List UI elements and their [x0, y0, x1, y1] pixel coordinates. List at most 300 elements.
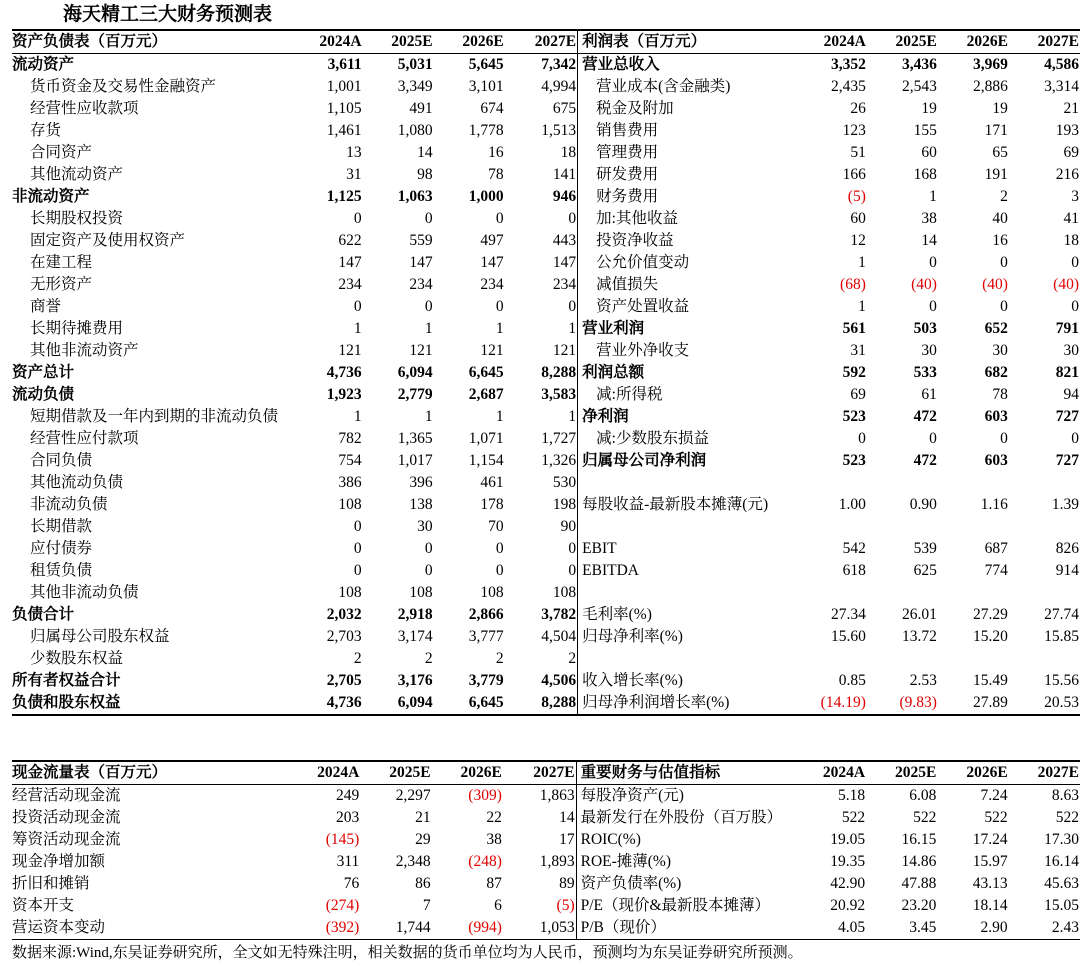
value-cell: 138 — [409, 496, 433, 513]
year-header: 2025E — [360, 761, 431, 785]
value-cell: 6,094 — [397, 364, 433, 381]
value-cell: 0 — [353, 298, 362, 315]
row-label: 净利润 — [582, 408, 629, 425]
value-cell: 15.20 — [973, 628, 1008, 645]
value-cell: 1 — [424, 320, 433, 337]
value-cell: 687 — [984, 540, 1008, 557]
value-cell: 2 — [1000, 188, 1008, 205]
value-cell: 31 — [346, 166, 362, 183]
value-cell: 89 — [503, 873, 576, 895]
row-label: 营业外净收支 — [596, 342, 690, 359]
value-cell: 1.16 — [980, 496, 1008, 513]
value-cell: 1.00 — [838, 496, 866, 513]
value-cell: 622 — [338, 232, 362, 249]
row-label: 利润总额 — [582, 364, 645, 381]
value-cell: 30 — [417, 518, 433, 535]
value-cell: 6,094 — [363, 692, 434, 715]
value-cell: 561 — [842, 320, 866, 337]
value-cell: 13 — [346, 144, 362, 161]
value-cell: 1,744 — [360, 917, 431, 940]
value-cell: 0 — [1071, 298, 1079, 315]
year-header: 2026E — [937, 761, 1008, 785]
value-cell: (145) — [325, 831, 360, 848]
table-row — [12, 340, 1080, 362]
table-row — [12, 785, 1080, 808]
value-cell: 2 — [424, 650, 433, 667]
value-cell: 38 — [486, 831, 502, 848]
row-label: 经营性应收款项 — [30, 100, 139, 117]
value-cell: 17 — [503, 829, 576, 851]
value-cell: 234 — [338, 276, 362, 293]
value-cell: 8,288 — [505, 692, 578, 715]
value-cell: 193 — [1055, 122, 1079, 139]
value-cell: 18 — [1063, 232, 1079, 249]
value-cell: 30 — [1063, 342, 1079, 359]
row-label: 管理费用 — [596, 144, 659, 161]
value-cell: 61 — [921, 386, 937, 403]
table-row — [12, 472, 1080, 494]
table-row — [12, 516, 1080, 538]
value-cell: 18 — [505, 142, 578, 164]
value-cell: 15.56 — [1044, 672, 1079, 689]
value-cell: 234 — [409, 276, 433, 293]
value-cell: 618 — [842, 562, 866, 579]
cashflow-valuation-table — [12, 760, 1080, 940]
row-label — [578, 582, 799, 604]
year-header: 2025E — [866, 761, 937, 785]
row-label: 经营活动现金流 — [12, 787, 121, 804]
value-cell: 3,349 — [397, 78, 433, 95]
value-cell: 121 — [338, 342, 362, 359]
value-cell: 0 — [858, 430, 866, 447]
row-label: ROIC(%) — [580, 831, 641, 848]
value-cell: 522 — [984, 809, 1008, 826]
value-cell: 0 — [424, 540, 433, 557]
value-cell: 45.63 — [1044, 875, 1079, 892]
value-cell: 69 — [850, 386, 866, 403]
value-cell: 1,326 — [505, 450, 578, 472]
value-cell: 497 — [480, 232, 504, 249]
value-cell: 17.24 — [972, 831, 1008, 848]
value-cell — [938, 582, 1009, 604]
row-label: 销售费用 — [596, 122, 659, 139]
value-cell: 522 — [1055, 809, 1079, 826]
value-cell: 16.14 — [1044, 853, 1079, 870]
value-cell: 1,000 — [468, 188, 504, 205]
value-cell: 23.20 — [901, 897, 937, 914]
value-cell: 3,314 — [1044, 78, 1079, 95]
value-cell: 168 — [913, 166, 937, 183]
value-cell: (40) — [911, 276, 937, 293]
value-cell: 27.89 — [938, 692, 1009, 715]
value-cell: 774 — [984, 562, 1008, 579]
value-cell: 13.72 — [902, 628, 937, 645]
value-cell: 2,918 — [397, 606, 433, 623]
value-cell: 5,031 — [397, 56, 433, 73]
value-cell: 121 — [505, 340, 578, 362]
row-label — [578, 648, 799, 670]
table-row — [12, 230, 1080, 252]
value-cell: 4,994 — [505, 76, 578, 98]
value-cell: (309) — [468, 787, 502, 804]
value-cell: 1,154 — [468, 452, 504, 469]
value-cell: (248) — [468, 853, 502, 870]
value-cell: 946 — [505, 186, 578, 208]
row-label: 公允价值变动 — [596, 254, 690, 271]
value-cell: 396 — [409, 474, 433, 491]
value-cell: 108 — [338, 496, 362, 513]
value-cell: 2,435 — [830, 78, 866, 95]
value-cell: 1,080 — [397, 122, 433, 139]
row-label: 毛利率(%) — [582, 606, 652, 623]
row-label: 减:所得税 — [596, 386, 663, 403]
value-cell: 1,778 — [468, 122, 504, 139]
row-label: 货币资金及交易性金融资产 — [30, 78, 217, 95]
cashflow-header: 现金流量表（百万元） — [12, 761, 289, 785]
value-cell: 40 — [992, 210, 1008, 227]
value-cell: 1 — [858, 298, 866, 315]
row-label: 营业利润 — [582, 320, 645, 337]
value-cell — [867, 472, 938, 494]
row-label: 每股收益-最新股本摊薄(元) — [582, 496, 769, 513]
table-row — [12, 450, 1080, 472]
value-cell: 6,645 — [434, 692, 505, 715]
row-label: 研发费用 — [596, 166, 659, 183]
table-header-row — [12, 761, 1080, 785]
value-cell: (14.19) — [799, 692, 867, 715]
row-label: 负债合计 — [12, 606, 75, 623]
value-cell: 27.29 — [973, 606, 1008, 623]
table-row — [12, 76, 1080, 98]
value-cell: 78 — [488, 166, 504, 183]
row-label: 其他非流动负债 — [30, 584, 139, 601]
value-cell: 533 — [913, 364, 937, 381]
value-cell: 1 — [858, 254, 866, 271]
value-cell: (994) — [432, 917, 503, 940]
value-cell: 19 — [992, 100, 1008, 117]
value-cell: (392) — [289, 917, 360, 940]
value-cell: 4,506 — [505, 670, 578, 692]
value-cell — [799, 516, 867, 538]
value-cell: 0 — [424, 562, 433, 579]
value-cell: 3 — [1071, 188, 1079, 205]
table-row — [12, 895, 1080, 917]
row-label: 财务费用 — [596, 188, 659, 205]
value-cell: 0 — [353, 210, 362, 227]
table-row — [12, 670, 1080, 692]
year-header: 2027E — [1009, 30, 1080, 54]
value-cell: 2,886 — [973, 78, 1008, 95]
value-cell: 6,645 — [468, 364, 504, 381]
value-cell: 7 — [422, 897, 431, 914]
value-cell: 1,053 — [503, 917, 576, 940]
table-row — [12, 917, 1080, 940]
row-label: 投资净收益 — [596, 232, 674, 249]
row-label: 归母净利润增长率(%) — [578, 692, 799, 715]
value-cell: 147 — [409, 254, 433, 271]
value-cell: 2.43 — [1009, 917, 1080, 940]
value-cell: (274) — [325, 897, 360, 914]
value-cell: 5.18 — [837, 787, 866, 804]
row-label: 最新发行在外股份（百万股） — [580, 809, 783, 826]
value-cell: 3,779 — [468, 672, 504, 689]
value-cell: 2,866 — [468, 606, 504, 623]
value-cell: 2 — [495, 650, 504, 667]
value-cell: 5,645 — [468, 56, 504, 73]
year-header: 2027E — [503, 761, 576, 785]
value-cell: 2,032 — [326, 606, 362, 623]
value-cell: (5) — [503, 895, 576, 917]
row-label: 存货 — [30, 122, 62, 139]
value-cell: 155 — [913, 122, 937, 139]
value-cell: 0 — [1000, 430, 1008, 447]
table-row — [12, 692, 1080, 715]
value-cell: 203 — [336, 809, 360, 826]
value-cell: 0 — [929, 430, 937, 447]
value-cell: 523 — [842, 452, 866, 469]
value-cell: 166 — [842, 166, 866, 183]
table-row — [12, 626, 1080, 648]
value-cell — [1009, 648, 1080, 670]
value-cell: 1 — [495, 320, 504, 337]
value-cell: 20.53 — [1009, 692, 1080, 715]
table-row — [12, 494, 1080, 516]
value-cell: 2,348 — [395, 853, 431, 870]
value-cell: 675 — [505, 98, 578, 120]
table-row — [12, 829, 1080, 851]
row-label: 营业总收入 — [582, 56, 660, 73]
value-cell: 0.85 — [838, 672, 866, 689]
value-cell — [1009, 516, 1080, 538]
row-label: 长期借款 — [30, 518, 93, 535]
row-label: 现金净增加额 — [12, 853, 106, 870]
row-label: 负债和股东权益 — [12, 692, 292, 715]
value-cell: 603 — [984, 452, 1008, 469]
year-header: 2024A — [799, 30, 867, 54]
value-cell: 47.88 — [901, 875, 937, 892]
value-cell: 782 — [338, 430, 362, 447]
value-cell: 1,001 — [326, 78, 362, 95]
row-label — [578, 516, 799, 538]
table-row — [12, 428, 1080, 450]
row-label: 其他流动负债 — [30, 474, 124, 491]
value-cell: 0.90 — [909, 496, 937, 513]
value-cell: 1,893 — [503, 851, 576, 873]
row-label: 非流动负债 — [30, 496, 108, 513]
table-row — [12, 318, 1080, 340]
value-cell: 0 — [495, 298, 504, 315]
table-row — [12, 164, 1080, 186]
value-cell: 0 — [424, 298, 433, 315]
value-cell: 0 — [424, 210, 433, 227]
value-cell: 0 — [929, 298, 937, 315]
row-label: 租赁负债 — [30, 562, 93, 579]
value-cell: 3,101 — [468, 78, 504, 95]
value-cell: 43.13 — [972, 875, 1008, 892]
value-cell: 754 — [338, 452, 362, 469]
value-cell: 234 — [480, 276, 504, 293]
value-cell: 3,777 — [468, 628, 504, 645]
value-cell: 16 — [488, 144, 504, 161]
value-cell — [938, 516, 1009, 538]
table-row — [12, 362, 1080, 384]
row-label: 短期借款及一年内到期的非流动负债 — [30, 408, 279, 425]
value-cell: 41 — [1063, 210, 1079, 227]
value-cell: 171 — [984, 122, 1008, 139]
value-cell: 523 — [842, 408, 866, 425]
value-cell — [799, 648, 867, 670]
value-cell: 1 — [353, 320, 362, 337]
value-cell: 60 — [921, 144, 937, 161]
value-cell: 15.97 — [972, 853, 1008, 870]
value-cell: 108 — [480, 584, 504, 601]
value-cell: 65 — [992, 144, 1008, 161]
value-cell: 26 — [850, 100, 866, 117]
value-cell: 914 — [1055, 562, 1079, 579]
value-cell: 0 — [353, 562, 362, 579]
income-statement-header: 利润表（百万元） — [578, 30, 799, 54]
value-cell: 522 — [841, 809, 866, 826]
value-cell: 1,923 — [326, 386, 362, 403]
row-label: 折旧和摊销 — [12, 875, 90, 892]
value-cell: 123 — [842, 122, 866, 139]
value-cell: 682 — [984, 364, 1008, 381]
value-cell: 121 — [409, 342, 433, 359]
value-cell: 147 — [480, 254, 504, 271]
value-cell: 2,705 — [326, 672, 362, 689]
year-header: 2024A — [292, 30, 363, 54]
table-row — [12, 851, 1080, 873]
value-cell: 0 — [929, 254, 937, 271]
value-cell: 2,543 — [902, 78, 937, 95]
year-header: 2027E — [1009, 761, 1080, 785]
value-cell: 15.60 — [830, 628, 866, 645]
value-cell: 8,288 — [505, 362, 578, 384]
value-cell: 70 — [488, 518, 504, 535]
value-cell: 461 — [480, 474, 504, 491]
value-cell: 20.92 — [830, 897, 866, 914]
value-cell: 19.05 — [830, 831, 866, 848]
value-cell: 78 — [992, 386, 1008, 403]
value-cell: 0 — [505, 560, 578, 582]
table-row — [12, 648, 1080, 670]
value-cell: 0 — [353, 518, 362, 535]
row-label: 固定资产及使用权资产 — [30, 232, 186, 249]
row-label: P/B（现价） — [576, 917, 798, 940]
value-cell: 4,736 — [326, 364, 362, 381]
value-cell: 3,436 — [902, 56, 937, 73]
value-cell: 472 — [913, 408, 937, 425]
value-cell: 6 — [494, 897, 502, 914]
table-row — [12, 384, 1080, 406]
value-cell: 0 — [495, 562, 504, 579]
value-cell: 2,779 — [397, 386, 433, 403]
table-row — [12, 186, 1080, 208]
row-label: 合同资产 — [30, 144, 93, 161]
value-cell: 1 — [495, 408, 504, 425]
row-label: 税金及附加 — [596, 100, 674, 117]
table-row — [12, 873, 1080, 895]
value-cell: 0 — [495, 210, 504, 227]
year-header: 2027E — [505, 30, 578, 54]
row-label: 商誉 — [30, 298, 62, 315]
value-cell: 86 — [415, 875, 431, 892]
value-cell: 522 — [913, 809, 937, 826]
value-cell: 1 — [505, 318, 578, 340]
value-cell: 42.90 — [830, 875, 866, 892]
row-label: 少数股东权益 — [30, 650, 124, 667]
row-label: 营业成本(含金融类) — [596, 78, 731, 95]
value-cell — [799, 472, 867, 494]
value-cell: 3,174 — [397, 628, 433, 645]
value-cell: 108 — [409, 584, 433, 601]
value-cell: 234 — [505, 274, 578, 296]
value-cell — [938, 648, 1009, 670]
value-cell — [867, 648, 938, 670]
value-cell: 16 — [992, 232, 1008, 249]
table-row — [12, 406, 1080, 428]
year-header: 2026E — [432, 761, 503, 785]
value-cell: 0 — [495, 540, 504, 557]
value-cell: 0 — [1000, 254, 1008, 271]
value-cell: 0 — [1000, 298, 1008, 315]
value-cell: 30 — [921, 342, 937, 359]
value-cell: 530 — [505, 472, 578, 494]
value-cell: 19.35 — [830, 853, 866, 870]
value-cell: 603 — [984, 408, 1008, 425]
value-cell: 69 — [1063, 144, 1079, 161]
value-cell: 27.74 — [1044, 606, 1079, 623]
year-header: 2024A — [289, 761, 360, 785]
row-label: 无形资产 — [30, 276, 93, 293]
value-cell — [1009, 472, 1080, 494]
value-cell: 19 — [921, 100, 937, 117]
value-cell: 1,017 — [397, 452, 433, 469]
value-cell: 542 — [842, 540, 866, 557]
row-label: 加:其他收益 — [596, 210, 678, 227]
value-cell: 0 — [505, 538, 578, 560]
row-label — [578, 472, 799, 494]
value-cell: 539 — [913, 540, 937, 557]
balance-sheet-header: 资产负债表（百万元） — [12, 30, 292, 54]
value-cell: 7.24 — [980, 787, 1008, 804]
value-cell: (5) — [847, 188, 866, 205]
value-cell: 15.85 — [1044, 628, 1079, 645]
value-cell: 51 — [850, 144, 866, 161]
value-cell: 90 — [505, 516, 578, 538]
value-cell: 38 — [921, 210, 937, 227]
value-cell: 4,736 — [292, 692, 363, 715]
row-label: 归属母公司净利润 — [582, 452, 707, 469]
value-cell: 2,687 — [468, 386, 504, 403]
table-row — [12, 208, 1080, 230]
row-label: 收入增长率(%) — [582, 672, 683, 689]
value-cell — [1009, 582, 1080, 604]
value-cell: 1,727 — [505, 428, 578, 450]
value-cell: 249 — [336, 787, 360, 804]
value-cell: 27.34 — [830, 606, 866, 623]
value-cell: 147 — [505, 252, 578, 274]
row-label: 资产负债率(%) — [580, 875, 682, 892]
row-label: 非流动资产 — [12, 188, 90, 205]
row-label: 归母净利率(%) — [582, 628, 683, 645]
row-label: 长期股权投资 — [30, 210, 124, 227]
value-cell: 1 — [424, 408, 433, 425]
value-cell: 1 — [353, 408, 362, 425]
value-cell: 14 — [503, 807, 576, 829]
balance-sheet-income-statement-table — [12, 29, 1080, 716]
value-cell: 147 — [338, 254, 362, 271]
